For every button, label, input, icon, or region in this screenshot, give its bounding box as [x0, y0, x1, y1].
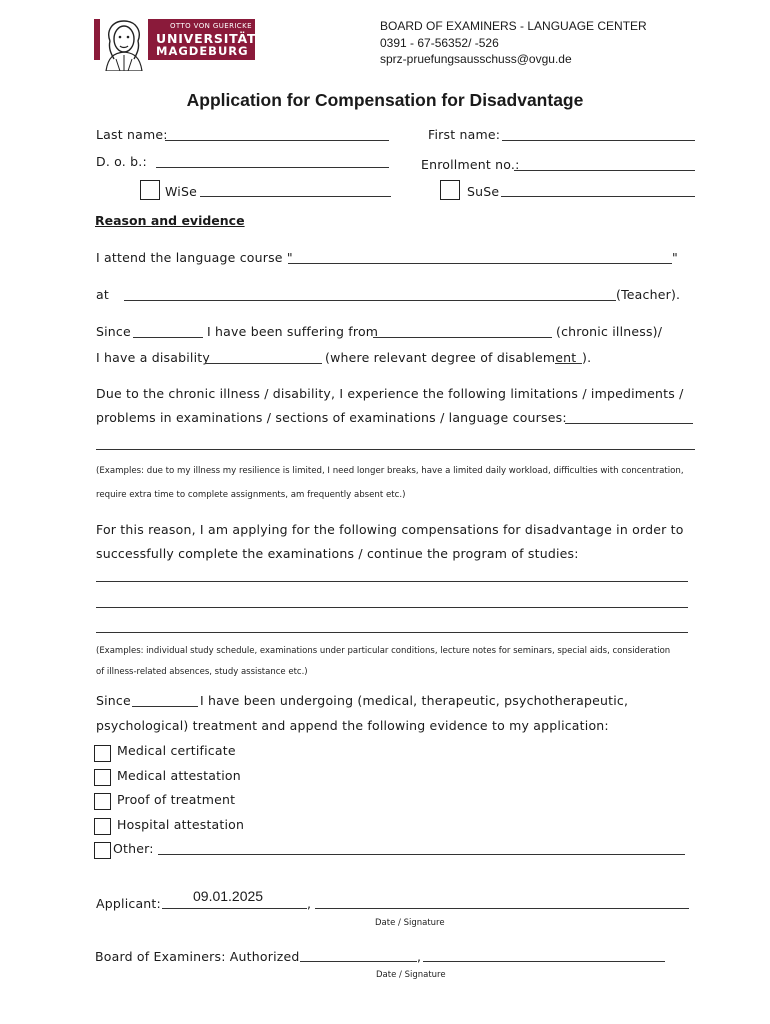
medical-attestation-checkbox[interactable] — [94, 769, 111, 786]
board-comma: , — [417, 949, 422, 964]
phone-number: 0391 - 67-56352/ -526 — [380, 36, 499, 50]
limitations-line-1: Due to the chronic illness / disability, I experience the following limitations / impediments / — [96, 386, 684, 401]
guericke-portrait-icon — [100, 19, 148, 71]
teacher-label: (Teacher). — [616, 287, 681, 302]
since-label: Since — [96, 324, 131, 339]
applicant-caption: Date / Signature — [375, 918, 445, 928]
disability-label: I have a disability — [96, 350, 210, 365]
compensation-examples-2: of illness-related absences, study assistance etc.) — [96, 667, 308, 677]
logo-line-3: MAGDEBURG — [156, 44, 249, 58]
dob-field[interactable] — [156, 167, 389, 168]
logo-line-1: OTTO VON GUERICKE — [170, 22, 252, 30]
other-label: Other: — [113, 841, 154, 856]
compensation-field-1[interactable] — [96, 581, 688, 582]
degree-end: ). — [582, 350, 592, 365]
wise-label: WiSe — [165, 184, 197, 199]
last-name-field[interactable] — [165, 140, 389, 141]
treatment-line-2: psychological) treatment and append the following evidence to my application: — [96, 718, 609, 733]
limitations-line-2: problems in examinations / sections of examinations / language courses: — [96, 410, 567, 425]
applicant-comma: , — [307, 896, 312, 911]
medical-certificate-label: Medical certificate — [117, 743, 236, 758]
enrollment-label: Enrollment no.: — [421, 157, 520, 172]
suse-checkbox[interactable] — [440, 180, 460, 200]
medical-certificate-checkbox[interactable] — [94, 745, 111, 762]
board-header: BOARD OF EXAMINERS - LANGUAGE CENTER — [380, 19, 647, 33]
wise-field[interactable] — [200, 196, 391, 197]
email-address: sprz-pruefungsausschuss@ovgu.de — [380, 52, 572, 66]
illness-field[interactable] — [373, 337, 552, 338]
hospital-attestation-label: Hospital attestation — [117, 817, 245, 832]
board-signature-field[interactable] — [423, 961, 665, 962]
at-label: at — [96, 287, 109, 302]
suse-field[interactable] — [501, 196, 695, 197]
applicant-label: Applicant: — [96, 896, 161, 911]
board-caption: Date / Signature — [376, 970, 446, 980]
first-name-field[interactable] — [502, 140, 695, 141]
first-name-label: First name: — [428, 127, 501, 142]
limitations-examples-2: require extra time to complete assignments, am frequently absent etc.) — [96, 490, 406, 500]
compensation-field-3[interactable] — [96, 632, 688, 633]
suffering-label: I have been suffering from — [207, 324, 379, 339]
page-title: Application for Compensation for Disadvantage — [186, 90, 584, 110]
wise-checkbox[interactable] — [140, 180, 160, 200]
course-quote-end: " — [672, 250, 678, 265]
compensation-line-1: For this reason, I am applying for the following compensations for disadvantage in order to — [96, 522, 684, 537]
limitations-examples-1: (Examples: due to my illness my resilience is limited, I need longer breaks, have a limited daily workload, difficulties with concentration, — [96, 466, 684, 476]
treatment-since-field[interactable] — [132, 706, 198, 707]
course-field[interactable] — [288, 263, 672, 264]
compensation-field-2[interactable] — [96, 607, 688, 608]
limitations-field-2[interactable] — [96, 449, 695, 450]
course-label: I attend the language course " — [96, 250, 293, 265]
dob-label: D. o. b.: — [96, 154, 147, 169]
degree-field[interactable] — [555, 363, 582, 364]
last-name-label: Last name: — [96, 127, 168, 142]
applicant-signature-field[interactable] — [315, 908, 689, 909]
suse-label: SuSe — [467, 184, 500, 199]
disability-field[interactable] — [206, 363, 322, 364]
treatment-line-1: I have been undergoing (medical, therapeutic, psychotherapeutic, — [200, 693, 629, 708]
teacher-field[interactable] — [124, 300, 616, 301]
university-logo — [94, 19, 255, 60]
logo-line-2: UNIVERSITÄT — [156, 31, 257, 46]
chronic-label: (chronic illness)/ — [556, 324, 663, 339]
proof-of-treatment-checkbox[interactable] — [94, 793, 111, 810]
board-authorized-label: Board of Examiners: Authorized — [95, 949, 300, 964]
applicant-date-value[interactable]: 09.01.2025 — [193, 888, 264, 904]
applicant-date-field[interactable] — [162, 908, 307, 909]
compensation-line-2: successfully complete the examinations / continue the program of studies: — [96, 546, 579, 561]
since-field[interactable] — [133, 337, 203, 338]
limitations-field-1[interactable] — [565, 423, 693, 424]
other-checkbox[interactable] — [94, 842, 111, 859]
enrollment-field[interactable] — [514, 170, 695, 171]
medical-attestation-label: Medical attestation — [117, 768, 241, 783]
board-date-field[interactable] — [300, 961, 417, 962]
hospital-attestation-checkbox[interactable] — [94, 818, 111, 835]
compensation-examples-1: (Examples: individual study schedule, examinations under particular conditions, lecture notes for seminars, special aids, consideration — [96, 646, 671, 656]
degree-label: (where relevant degree of disablement — [325, 350, 577, 365]
proof-of-treatment-label: Proof of treatment — [117, 792, 236, 807]
treatment-since-label: Since — [96, 693, 131, 708]
other-field[interactable] — [158, 854, 685, 855]
reason-heading: Reason and evidence — [95, 213, 245, 228]
